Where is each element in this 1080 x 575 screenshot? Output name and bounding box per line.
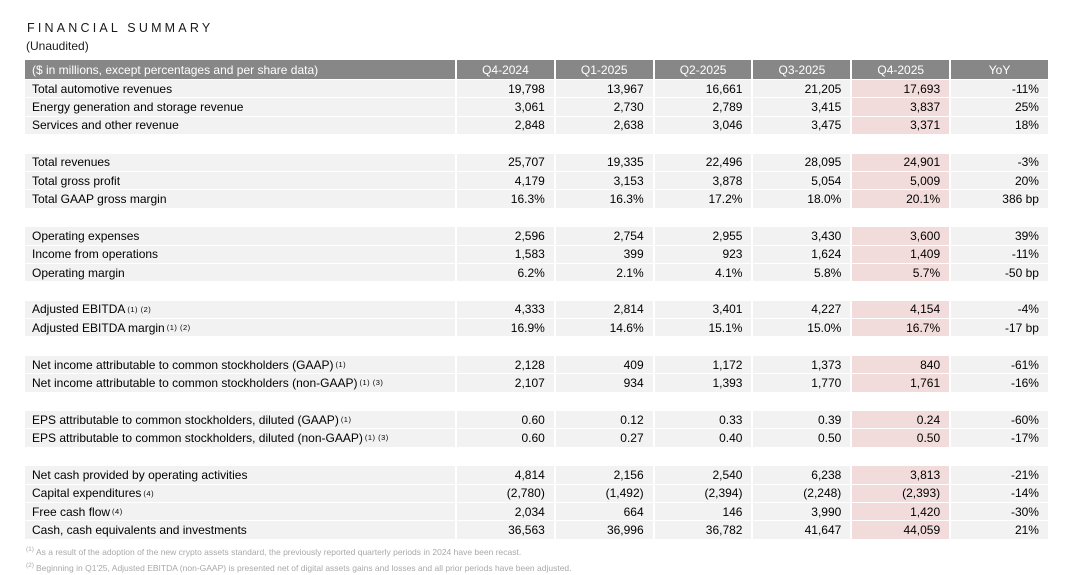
table-cell: 2.1% <box>556 264 653 281</box>
table-cell: 1,761 <box>852 374 949 391</box>
footnote-line-text: Beginning in Q1'25, Adjusted EBITDA (non-GAAP) is presented net of digital assets gains and losses and all prior periods have been adjusted. <box>35 562 572 573</box>
table-cell: 3,990 <box>753 503 850 520</box>
table-cell: 36,996 <box>556 521 653 538</box>
footnote-marker: (4) <box>112 506 123 516</box>
row-label: Income from operations <box>25 246 455 263</box>
table-row <box>25 466 1048 483</box>
table-cell: 2,754 <box>556 227 653 244</box>
footnotes <box>26 543 572 575</box>
table-cell: 3,061 <box>457 98 554 115</box>
table-row <box>25 503 1048 520</box>
footnote-marker: (1) (2) <box>127 304 152 314</box>
table-cell: 39% <box>951 227 1048 244</box>
table-cell: 6,238 <box>753 466 850 483</box>
table-cell: (1,492) <box>556 485 653 502</box>
table-row <box>25 356 1048 373</box>
row-label: Operating expenses <box>25 227 455 244</box>
table-cell: 4,154 <box>852 301 949 318</box>
table-cell: 20.1% <box>852 190 949 207</box>
table-row <box>25 411 1048 428</box>
row-label: Energy generation and storage revenue <box>25 98 455 115</box>
table-cell: 386 bp <box>951 190 1048 207</box>
table-cell: 3,600 <box>852 227 949 244</box>
table-cell: -30% <box>951 503 1048 520</box>
footnote-marker: (1) (3) <box>359 378 384 388</box>
table-cell: 1,393 <box>655 374 752 391</box>
table-cell: 0.50 <box>852 429 949 446</box>
table-cell: 3,371 <box>852 117 949 134</box>
table-cell: 24,901 <box>852 154 949 171</box>
spacer-row <box>25 135 1048 152</box>
table-cell: 5,009 <box>852 172 949 189</box>
table-cell: 146 <box>655 503 752 520</box>
table-cell: 14.6% <box>556 319 653 336</box>
table-cell: 25% <box>951 98 1048 115</box>
table-cell: 0.12 <box>556 411 653 428</box>
table-cell: 840 <box>852 356 949 373</box>
table-cell: 5,054 <box>753 172 850 189</box>
table-cell: -60% <box>951 411 1048 428</box>
table-cell: 17,693 <box>852 80 949 97</box>
table-cell: 4,333 <box>457 301 554 318</box>
footnote-line-text: As a result of the adoption of the new crypto assets standard, the previously reported quarterly periods in 2024 have been recast. <box>35 546 522 557</box>
page-subtitle: (Unaudited) <box>26 39 89 53</box>
table-cell: 16.3% <box>457 190 554 207</box>
table-cell: 4,814 <box>457 466 554 483</box>
table-cell: 36,563 <box>457 521 554 538</box>
table-cell: -11% <box>951 80 1048 97</box>
table-cell: 3,813 <box>852 466 949 483</box>
table-cell: 664 <box>556 503 653 520</box>
column-header-yoy: YoY <box>951 60 1048 79</box>
table-cell: 44,059 <box>852 521 949 538</box>
table-row <box>25 80 1048 97</box>
spacer-row <box>25 393 1048 410</box>
table-cell: 3,415 <box>753 98 850 115</box>
table-cell: 15.0% <box>753 319 850 336</box>
table-cell: 0.50 <box>753 429 850 446</box>
table-cell: 36,782 <box>655 521 752 538</box>
table-cell: 409 <box>556 356 653 373</box>
footnote-line <box>26 543 572 559</box>
footnote-marker: (1) <box>335 359 347 369</box>
table-cell: 25,707 <box>457 154 554 171</box>
table-cell: 0.60 <box>457 411 554 428</box>
table-cell: 41,647 <box>753 521 850 538</box>
footnote-marker: (1) (2) <box>166 323 191 333</box>
row-label: Net cash provided by operating activities <box>25 466 455 483</box>
table-cell: 17.2% <box>655 190 752 207</box>
row-label: Net income attributable to common stockholders (non-GAAP) (1) (3) <box>25 374 455 391</box>
table-cell: 2,848 <box>457 117 554 134</box>
table-cell: 15.1% <box>655 319 752 336</box>
table-cell: -17 bp <box>951 319 1048 336</box>
financial-summary-table <box>25 60 1048 540</box>
table-cell: 1,420 <box>852 503 949 520</box>
column-header-q3-2025: Q3-2025 <box>753 60 850 79</box>
table-row <box>25 154 1048 171</box>
table-cell: 3,430 <box>753 227 850 244</box>
table-row <box>25 485 1048 502</box>
table-cell: 2,107 <box>457 374 554 391</box>
table-cell: 934 <box>556 374 653 391</box>
table-cell: 16,661 <box>655 80 752 97</box>
table-cell: -21% <box>951 466 1048 483</box>
table-cell: 16.3% <box>556 190 653 207</box>
table-cell: (2,248) <box>753 485 850 502</box>
footnote-line <box>26 559 572 575</box>
table-cell: 2,540 <box>655 466 752 483</box>
table-cell: 28,095 <box>753 154 850 171</box>
table-cell: 0.39 <box>753 411 850 428</box>
spacer-row <box>25 209 1048 226</box>
table-cell: 2,814 <box>556 301 653 318</box>
table-row <box>25 374 1048 391</box>
row-label: Total revenues <box>25 154 455 171</box>
table-cell: 20% <box>951 172 1048 189</box>
table-cell: 5.8% <box>753 264 850 281</box>
table-cell: 0.40 <box>655 429 752 446</box>
table-cell: 2,638 <box>556 117 653 134</box>
table-cell: 21% <box>951 521 1048 538</box>
table-row <box>25 319 1048 336</box>
row-label: Total gross profit <box>25 172 455 189</box>
table-cell: -61% <box>951 356 1048 373</box>
footnote-marker: (4) <box>143 488 155 498</box>
table-cell: 3,153 <box>556 172 653 189</box>
table-cell: -4% <box>951 301 1048 318</box>
table-cell: 16.9% <box>457 319 554 336</box>
footnote-marker: (1) <box>340 414 352 424</box>
table-cell: 3,878 <box>655 172 752 189</box>
row-label: Adjusted EBITDA margin (1) (2) <box>25 319 455 336</box>
table-cell: 1,583 <box>457 246 554 263</box>
spacer-row <box>25 448 1048 465</box>
column-header-q2-2025: Q2-2025 <box>655 60 752 79</box>
table-row <box>25 301 1048 318</box>
table-cell: 4,179 <box>457 172 554 189</box>
table-row <box>25 98 1048 115</box>
table-cell: 2,730 <box>556 98 653 115</box>
table-cell: 19,798 <box>457 80 554 97</box>
table-cell: 0.24 <box>852 411 949 428</box>
row-label: Adjusted EBITDA (1) (2) <box>25 301 455 318</box>
table-cell: 6.2% <box>457 264 554 281</box>
table-cell: 0.27 <box>556 429 653 446</box>
table-cell: 1,373 <box>753 356 850 373</box>
column-header-q1-2025: Q1-2025 <box>556 60 653 79</box>
table-row <box>25 246 1048 263</box>
table-cell: 13,967 <box>556 80 653 97</box>
table-cell: -50 bp <box>951 264 1048 281</box>
page-title: FINANCIAL SUMMARY <box>27 21 214 35</box>
table-cell: 4,227 <box>753 301 850 318</box>
table-cell: 19,335 <box>556 154 653 171</box>
table-row <box>25 429 1048 446</box>
table-cell: 5.7% <box>852 264 949 281</box>
table-cell: 923 <box>655 246 752 263</box>
table-row <box>25 117 1048 134</box>
table-cell: (2,780) <box>457 485 554 502</box>
table-cell: 3,401 <box>655 301 752 318</box>
row-label: EPS attributable to common stockholders, diluted (GAAP) (1) <box>25 411 455 428</box>
table-cell: -3% <box>951 154 1048 171</box>
spacer-row <box>25 282 1048 299</box>
table-row <box>25 227 1048 244</box>
table-cell: 18% <box>951 117 1048 134</box>
footnote-line-marker: (1) <box>26 546 34 553</box>
table-cell: 399 <box>556 246 653 263</box>
table-cell: 4.1% <box>655 264 752 281</box>
table-row <box>25 172 1048 189</box>
table-cell: 0.33 <box>655 411 752 428</box>
row-label: Total automotive revenues <box>25 80 455 97</box>
table-cell: 18.0% <box>753 190 850 207</box>
footnote-marker: (1) (3) <box>364 433 389 443</box>
table-cell: 2,955 <box>655 227 752 244</box>
table-cell: 3,046 <box>655 117 752 134</box>
table-cell: 2,156 <box>556 466 653 483</box>
column-header-q4-2025: Q4-2025 <box>852 60 949 79</box>
table-cell: -11% <box>951 246 1048 263</box>
row-label: Total GAAP gross margin <box>25 190 455 207</box>
table-cell: (2,393) <box>852 485 949 502</box>
table-cell: 1,172 <box>655 356 752 373</box>
footnote-line-marker: (2) <box>26 561 34 569</box>
table-cell: 3,475 <box>753 117 850 134</box>
table-row <box>25 521 1048 538</box>
table-cell: -14% <box>951 485 1048 502</box>
row-label: Operating margin <box>25 264 455 281</box>
row-label: Services and other revenue <box>25 117 455 134</box>
row-label: Cash, cash equivalents and investments <box>25 521 455 538</box>
table-row <box>25 190 1048 207</box>
row-label: Capital expenditures (4) <box>25 485 455 502</box>
table-cell: 21,205 <box>753 80 850 97</box>
table-cell: -16% <box>951 374 1048 391</box>
row-label: Free cash flow (4) <box>25 503 455 520</box>
table-cell: -17% <box>951 429 1048 446</box>
table-cell: 2,789 <box>655 98 752 115</box>
table-cell: 1,770 <box>753 374 850 391</box>
spacer-row <box>25 337 1048 354</box>
table-cell: 1,624 <box>753 246 850 263</box>
row-label: EPS attributable to common stockholders, diluted (non-GAAP) (1) (3) <box>25 429 455 446</box>
table-row <box>25 264 1048 281</box>
table-cell: 0.60 <box>457 429 554 446</box>
table-cell: 2,034 <box>457 503 554 520</box>
table-cell: 3,837 <box>852 98 949 115</box>
table-header-label: ($ in millions, except percentages and per share data) <box>25 60 455 79</box>
table-cell: (2,394) <box>655 485 752 502</box>
table-cell: 2,128 <box>457 356 554 373</box>
table-cell: 1,409 <box>852 246 949 263</box>
row-label: Net income attributable to common stockholders (GAAP) (1) <box>25 356 455 373</box>
table-cell: 16.7% <box>852 319 949 336</box>
table-body <box>25 80 1048 539</box>
table-header-row <box>25 60 1048 79</box>
table-cell: 22,496 <box>655 154 752 171</box>
column-header-q4-2024: Q4-2024 <box>457 60 554 79</box>
table-cell: 2,596 <box>457 227 554 244</box>
